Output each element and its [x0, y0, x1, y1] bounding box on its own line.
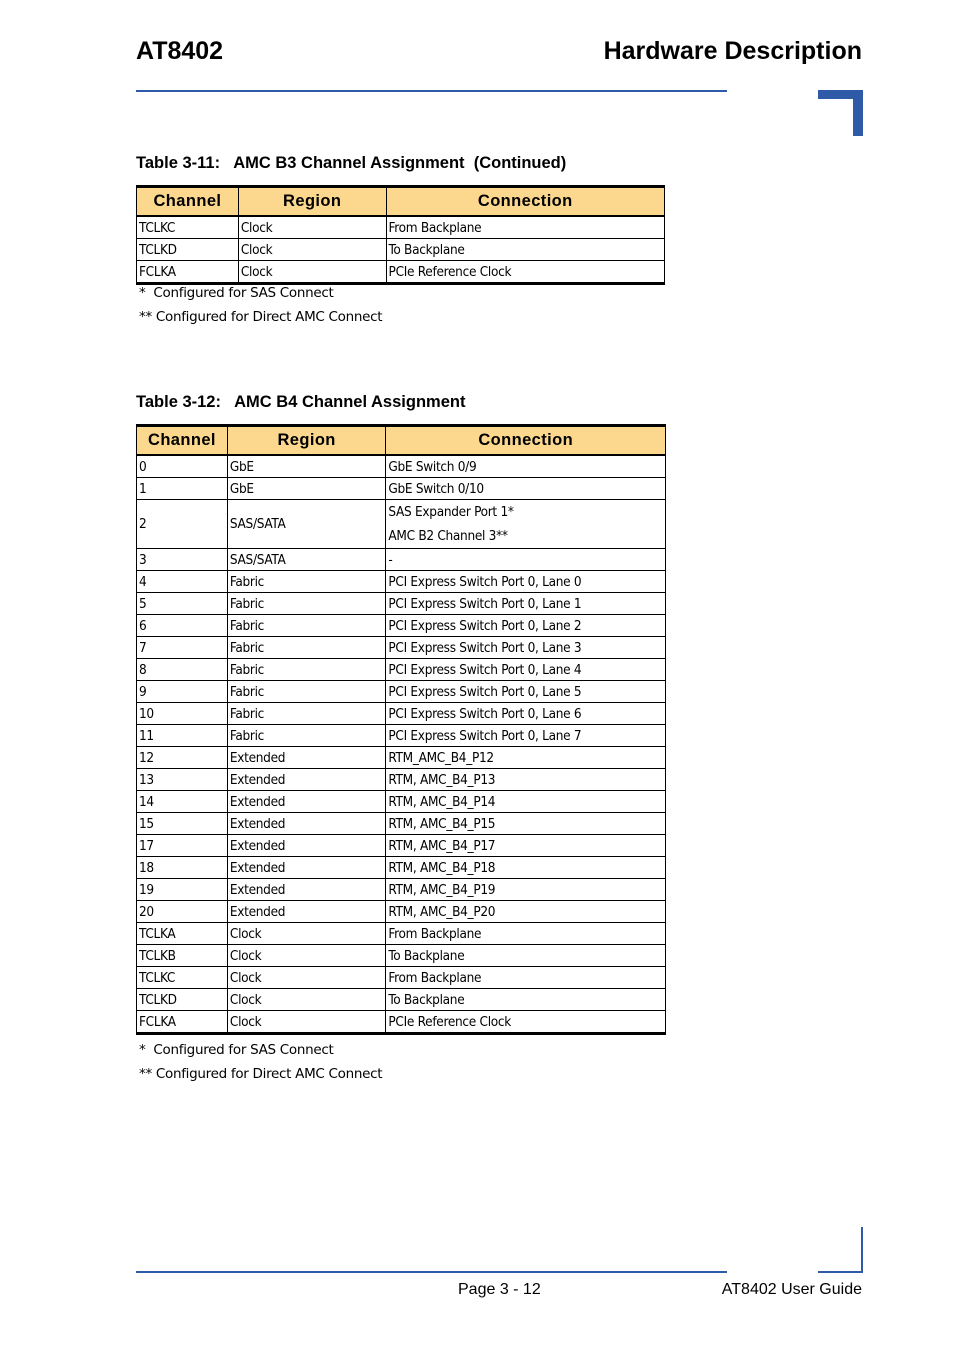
table-row — [137, 615, 666, 637]
table-row — [137, 813, 666, 835]
connection-cell: GbE Switch 0/9 — [386, 455, 666, 478]
corner-decoration-top — [818, 90, 863, 136]
connection-cell: PCIe Reference Clock — [386, 1011, 666, 1034]
region-cell: SAS/SATA — [227, 500, 386, 549]
table-row — [137, 593, 666, 615]
channel-cell: 0 — [137, 455, 228, 478]
table-row — [137, 835, 666, 857]
connection-cell: GbE Switch 0/10 — [386, 478, 666, 500]
channel-cell: 6 — [137, 615, 228, 637]
channel-cell: 15 — [137, 813, 228, 835]
connection-line: AMC B2 Channel 3** — [388, 528, 508, 544]
table-row — [137, 500, 666, 549]
region-cell: Clock — [238, 261, 386, 284]
region-cell: Extended — [227, 769, 386, 791]
column-header-region: Region — [238, 187, 386, 217]
connection-cell: PCI Express Switch Port 0, Lane 0 — [386, 571, 666, 593]
table-3-11-caption: Table 3-11: AMC B3 Channel Assignment (Continued) — [136, 154, 567, 172]
channel-cell: TCLKA — [137, 923, 228, 945]
channel-cell: 10 — [137, 703, 228, 725]
connection-cell: PCI Express Switch Port 0, Lane 5 — [386, 681, 666, 703]
region-cell: Extended — [227, 879, 386, 901]
table-row — [137, 478, 666, 500]
table-row — [137, 637, 666, 659]
channel-cell: 11 — [137, 725, 228, 747]
document-title: AT8402 — [136, 37, 224, 65]
table-row — [137, 901, 666, 923]
region-cell: Clock — [227, 923, 386, 945]
connection-cell: To Backplane — [386, 239, 664, 261]
channel-cell: 12 — [137, 747, 228, 769]
region-cell: SAS/SATA — [227, 549, 386, 571]
connection-cell: PCIe Reference Clock — [386, 261, 664, 284]
table-row — [137, 659, 666, 681]
channel-cell: TCLKD — [137, 239, 239, 261]
region-cell: Fabric — [227, 659, 386, 681]
channel-cell: 3 — [137, 549, 228, 571]
channel-cell: 2 — [137, 500, 228, 549]
region-cell: Extended — [227, 747, 386, 769]
connection-cell: PCI Express Switch Port 0, Lane 2 — [386, 615, 666, 637]
channel-cell: 14 — [137, 791, 228, 813]
connection-cell: RTM, AMC_B4_P15 — [386, 813, 666, 835]
channel-cell: 1 — [137, 478, 228, 500]
channel-cell: FCLKA — [137, 261, 239, 284]
channel-cell: 18 — [137, 857, 228, 879]
table-row — [137, 879, 666, 901]
table-row — [137, 1011, 666, 1034]
table-row — [137, 747, 666, 769]
channel-cell: TCLKC — [137, 216, 239, 239]
table-row — [137, 239, 665, 261]
table-row — [137, 857, 666, 879]
region-cell: Fabric — [227, 703, 386, 725]
channel-cell: 4 — [137, 571, 228, 593]
column-header-connection: Connection — [386, 187, 664, 217]
region-cell: Fabric — [227, 593, 386, 615]
channel-cell: 5 — [137, 593, 228, 615]
connection-cell: RTM, AMC_B4_P20 — [386, 901, 666, 923]
channel-cell: 7 — [137, 637, 228, 659]
connection-cell — [386, 500, 666, 549]
connection-cell: PCI Express Switch Port 0, Lane 3 — [386, 637, 666, 659]
footnote-sas: * Configured for SAS Connect — [139, 285, 334, 301]
connection-cell: PCI Express Switch Port 0, Lane 7 — [386, 725, 666, 747]
connection-cell: RTM, AMC_B4_P14 — [386, 791, 666, 813]
region-cell: Clock — [227, 989, 386, 1011]
channel-cell: TCLKC — [137, 967, 228, 989]
table-row — [137, 703, 666, 725]
connection-cell: To Backplane — [386, 945, 666, 967]
connection-cell: RTM, AMC_B4_P17 — [386, 835, 666, 857]
region-cell: Fabric — [227, 571, 386, 593]
region-cell: Clock — [238, 239, 386, 261]
region-cell: Clock — [227, 945, 386, 967]
connection-cell: RTM, AMC_B4_P19 — [386, 879, 666, 901]
channel-cell: 20 — [137, 901, 228, 923]
guide-title: AT8402 User Guide — [721, 1281, 862, 1298]
channel-cell: 19 — [137, 879, 228, 901]
header-rule — [136, 90, 727, 92]
connection-cell: From Backplane — [386, 967, 666, 989]
table-row — [137, 945, 666, 967]
region-cell: Fabric — [227, 637, 386, 659]
connection-cell: RTM_AMC_B4_P12 — [386, 747, 666, 769]
region-cell: Clock — [227, 1011, 386, 1034]
table-row — [137, 455, 666, 478]
table-row — [137, 549, 666, 571]
region-cell: Extended — [227, 857, 386, 879]
region-cell: Clock — [227, 967, 386, 989]
channel-cell: 13 — [137, 769, 228, 791]
connection-cell: - — [386, 549, 666, 571]
column-header-connection: Connection — [386, 426, 666, 456]
table-row — [137, 725, 666, 747]
table-row — [137, 261, 665, 284]
connection-cell: From Backplane — [386, 923, 666, 945]
table-3-12 — [136, 424, 666, 1035]
column-header-region: Region — [227, 426, 386, 456]
footnote-direct-amc: ** Configured for Direct AMC Connect — [139, 1066, 383, 1082]
region-cell: Extended — [227, 901, 386, 923]
channel-cell: 8 — [137, 659, 228, 681]
connection-cell: PCI Express Switch Port 0, Lane 6 — [386, 703, 666, 725]
region-cell: Extended — [227, 835, 386, 857]
footnote-direct-amc: ** Configured for Direct AMC Connect — [139, 309, 383, 325]
region-cell: Extended — [227, 791, 386, 813]
region-cell: Fabric — [227, 725, 386, 747]
page-number: Page 3 - 12 — [458, 1281, 541, 1298]
connection-cell: To Backplane — [386, 989, 666, 1011]
region-cell: GbE — [227, 478, 386, 500]
channel-cell: 17 — [137, 835, 228, 857]
footer-rule — [136, 1271, 727, 1273]
region-cell: Fabric — [227, 615, 386, 637]
table-row — [137, 967, 666, 989]
corner-decoration-bottom — [818, 1227, 863, 1273]
table-row — [137, 791, 666, 813]
table-row — [137, 769, 666, 791]
table-row — [137, 923, 666, 945]
connection-cell: PCI Express Switch Port 0, Lane 4 — [386, 659, 666, 681]
table-row — [137, 681, 666, 703]
column-header-channel: Channel — [137, 426, 228, 456]
region-cell: Fabric — [227, 681, 386, 703]
table-row — [137, 989, 666, 1011]
region-cell: GbE — [227, 455, 386, 478]
column-header-channel: Channel — [137, 187, 239, 217]
connection-cell: From Backplane — [386, 216, 664, 239]
table-row — [137, 571, 666, 593]
table-3-12-caption: Table 3-12: AMC B4 Channel Assignment — [136, 393, 466, 411]
channel-cell: FCLKA — [137, 1011, 228, 1034]
channel-cell: 9 — [137, 681, 228, 703]
region-cell: Clock — [238, 216, 386, 239]
table-row — [137, 216, 665, 239]
channel-cell: TCLKB — [137, 945, 228, 967]
channel-cell: TCLKD — [137, 989, 228, 1011]
connection-cell: PCI Express Switch Port 0, Lane 1 — [386, 593, 666, 615]
connection-cell: RTM, AMC_B4_P18 — [386, 857, 666, 879]
connection-cell: RTM, AMC_B4_P13 — [386, 769, 666, 791]
connection-line: SAS Expander Port 1* — [388, 504, 514, 520]
region-cell: Extended — [227, 813, 386, 835]
table-3-11 — [136, 185, 665, 285]
footnote-sas: * Configured for SAS Connect — [139, 1042, 334, 1058]
section-title: Hardware Description — [603, 37, 862, 65]
